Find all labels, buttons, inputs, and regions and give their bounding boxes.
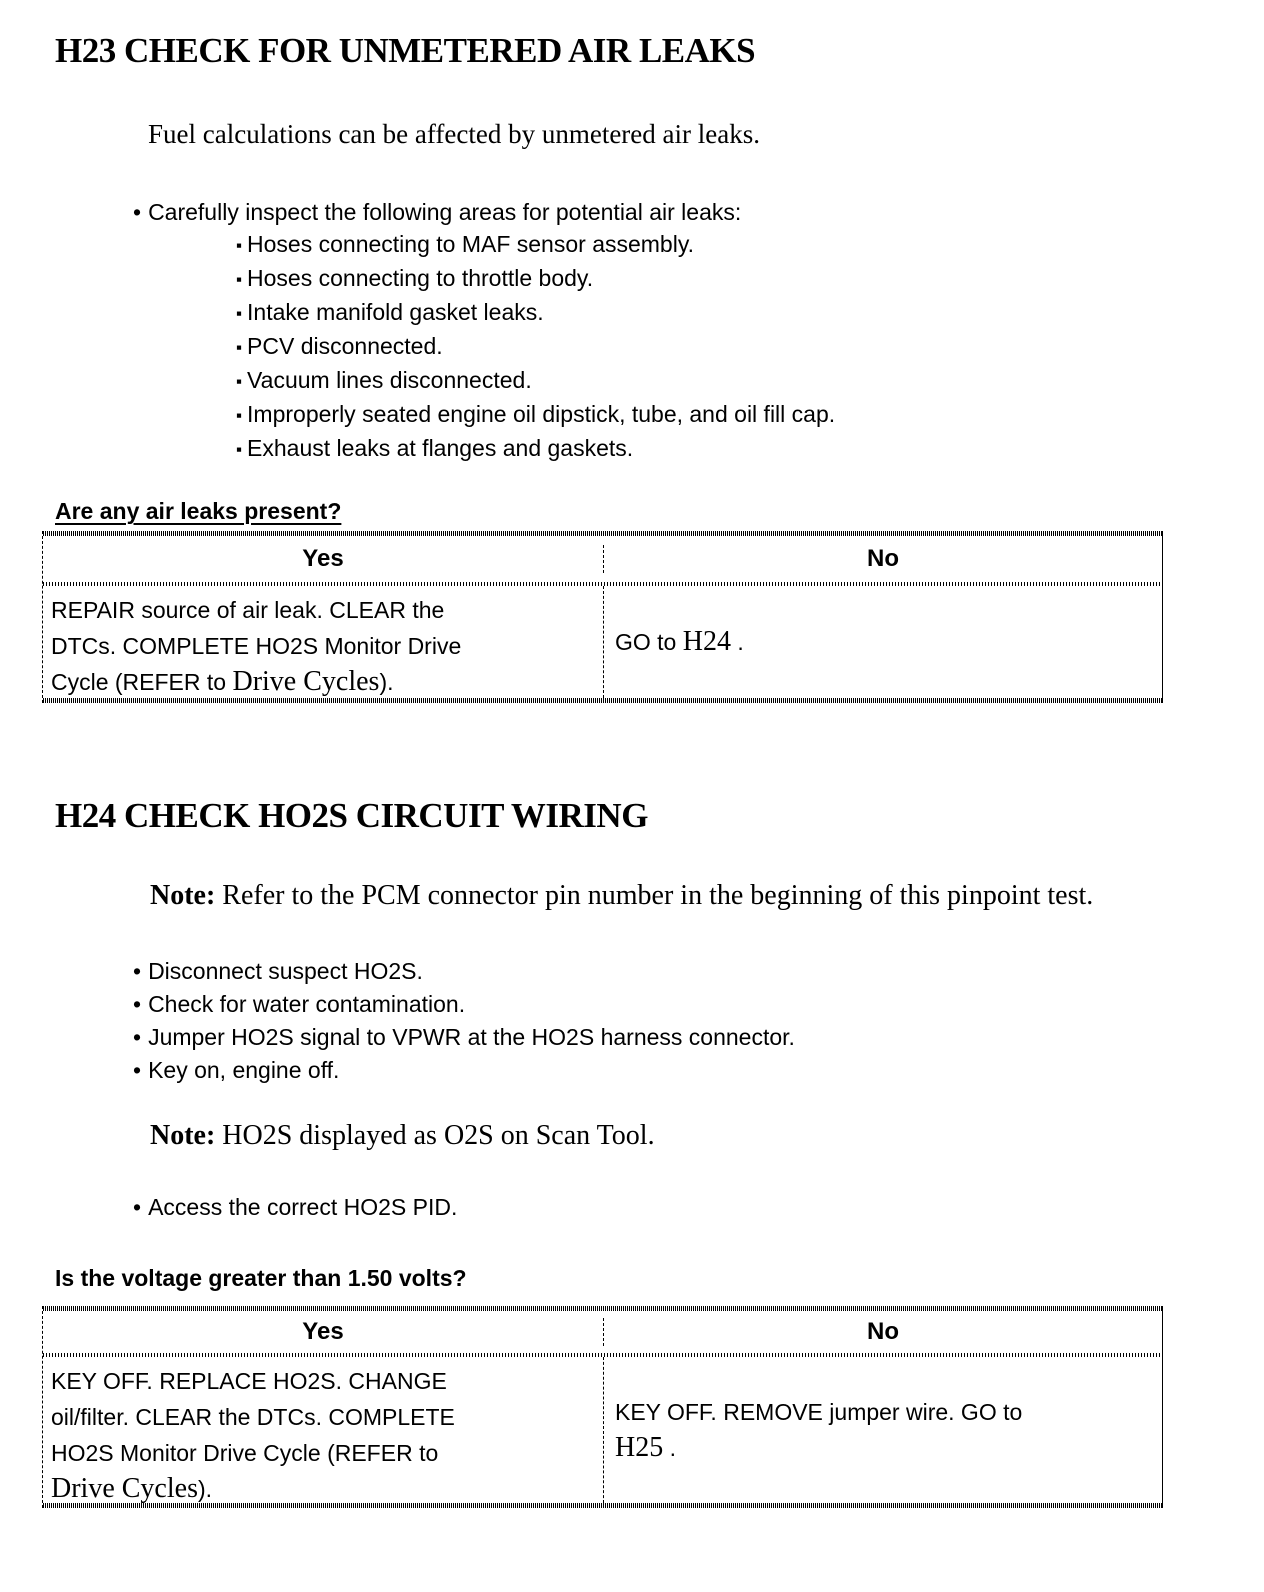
h24-access-list bbox=[0, 1191, 1264, 1223]
bullet-square-icon: ▪ bbox=[236, 372, 243, 391]
bullet-square-icon: ▪ bbox=[236, 304, 243, 323]
yes-action-suffix: ). bbox=[379, 669, 394, 695]
note-text: HO2S displayed as O2S on Scan Tool. bbox=[215, 1120, 655, 1151]
h23-decision-table bbox=[42, 531, 1163, 703]
list-item bbox=[133, 1021, 1264, 1054]
yes-action-line: Cycle (REFER to bbox=[51, 669, 233, 695]
no-action-line: KEY OFF. REMOVE jumper wire. GO to bbox=[615, 1399, 1023, 1425]
bullet-dot-icon: • bbox=[133, 991, 142, 1017]
list-item bbox=[133, 196, 1264, 228]
list-item-text: Carefully inspect the following areas for potential air leaks: bbox=[148, 199, 742, 225]
drive-cycles-link[interactable]: Drive Cycles bbox=[51, 1473, 198, 1504]
bullet-dot-icon: • bbox=[133, 1194, 142, 1220]
yes-header-cell: Yes bbox=[43, 545, 604, 573]
table-header-row bbox=[43, 1311, 1162, 1353]
yes-action-suffix: ). bbox=[197, 1476, 213, 1502]
list-item-text: Hoses connecting to throttle body. bbox=[247, 265, 594, 291]
bullet-square-icon: ▪ bbox=[236, 338, 243, 357]
yes-header-cell: Yes bbox=[43, 1318, 604, 1346]
list-item bbox=[133, 228, 1264, 262]
list-item bbox=[133, 398, 1264, 432]
list-item-text: Improperly seated engine oil dipstick, tube, and oil fill cap. bbox=[247, 401, 836, 427]
h24-note-pcm bbox=[150, 873, 1212, 919]
list-item-text: PCV disconnected. bbox=[247, 333, 443, 359]
h23-question: Are any air leaks present? bbox=[55, 498, 342, 524]
no-action-suffix: . bbox=[663, 1435, 677, 1461]
list-item-text: Disconnect suspect HO2S. bbox=[148, 958, 423, 984]
list-item bbox=[133, 364, 1264, 398]
h23-heading: H23 CHECK FOR UNMETERED AIR LEAKS bbox=[55, 31, 756, 70]
h24-steps-list bbox=[0, 955, 1264, 1087]
bullet-dot-icon: • bbox=[133, 1057, 142, 1083]
h24-yes-action-cell bbox=[43, 1357, 604, 1503]
bullet-square-icon: ▪ bbox=[236, 440, 243, 459]
table-body-row bbox=[43, 586, 1162, 698]
list-item bbox=[133, 432, 1264, 466]
list-item-text: Vacuum lines disconnected. bbox=[247, 367, 532, 393]
yes-action-line: DTCs. COMPLETE HO2S Monitor Drive bbox=[51, 633, 462, 659]
list-item bbox=[133, 262, 1264, 296]
no-header-cell: No bbox=[867, 1318, 899, 1345]
no-action-text bbox=[615, 624, 744, 660]
list-item-text: Exhaust leaks at flanges and gaskets. bbox=[247, 435, 634, 461]
h24-note-scantool bbox=[150, 1113, 1212, 1159]
yes-action-line: REPAIR source of air leak. CLEAR the bbox=[51, 597, 445, 623]
h25-step-link[interactable]: H25 bbox=[615, 1432, 664, 1463]
list-item bbox=[133, 330, 1264, 364]
no-action-text bbox=[615, 1394, 1022, 1466]
h24-step-link[interactable]: H24 bbox=[682, 626, 731, 657]
h24-heading: H24 CHECK HO2S CIRCUIT WIRING bbox=[55, 796, 648, 835]
h24-no-action-cell bbox=[604, 1357, 1162, 1503]
list-item-text: Jumper HO2S signal to VPWR at the HO2S harness connector. bbox=[148, 1024, 795, 1050]
no-action-suffix: . bbox=[730, 629, 744, 655]
list-item-text: Hoses connecting to MAF sensor assembly. bbox=[247, 231, 695, 257]
h24-question: Is the voltage greater than 1.50 volts? bbox=[55, 1265, 467, 1291]
bullet-square-icon: ▪ bbox=[236, 406, 243, 425]
list-item bbox=[133, 1054, 1264, 1087]
no-header-cell: No bbox=[867, 545, 899, 572]
yes-action-line: oil/filter. CLEAR the DTCs. COMPLETE bbox=[51, 1404, 455, 1430]
bullet-dot-icon: • bbox=[133, 199, 142, 225]
bullet-dot-icon: • bbox=[133, 1024, 142, 1050]
h23-no-action-cell bbox=[604, 586, 1162, 698]
table-header-row bbox=[43, 536, 1162, 582]
bullet-dot-icon: • bbox=[133, 958, 142, 984]
drive-cycles-link[interactable]: Drive Cycles bbox=[232, 666, 380, 697]
h24-decision-table bbox=[42, 1306, 1163, 1508]
no-action-pre: GO to bbox=[615, 629, 683, 655]
list-item bbox=[133, 296, 1264, 330]
yes-action-line: KEY OFF. REPLACE HO2S. CHANGE bbox=[51, 1368, 447, 1394]
h23-yes-action-cell bbox=[43, 586, 604, 698]
yes-action-line: HO2S Monitor Drive Cycle (REFER to bbox=[51, 1440, 439, 1466]
note-label: Note: bbox=[150, 880, 216, 911]
note-text: Refer to the PCM connector pin number in the beginning of this pinpoint test. bbox=[215, 880, 1094, 911]
list-item-text: Key on, engine off. bbox=[148, 1057, 340, 1083]
h23-inspection-list bbox=[0, 196, 1264, 466]
table-body-row bbox=[43, 1357, 1162, 1503]
list-item-text: Access the correct HO2S PID. bbox=[148, 1194, 458, 1220]
list-item-text: Check for water contamination. bbox=[148, 991, 466, 1017]
h23-intro-text: Fuel calculations can be affected by unmetered air leaks. bbox=[148, 119, 760, 149]
bullet-square-icon: ▪ bbox=[236, 236, 243, 255]
note-label: Note: bbox=[150, 1120, 216, 1151]
bullet-square-icon: ▪ bbox=[236, 270, 243, 289]
list-item-text: Intake manifold gasket leaks. bbox=[247, 299, 544, 325]
list-item bbox=[133, 955, 1264, 988]
list-item bbox=[133, 988, 1264, 1021]
list-item bbox=[133, 1191, 1264, 1223]
